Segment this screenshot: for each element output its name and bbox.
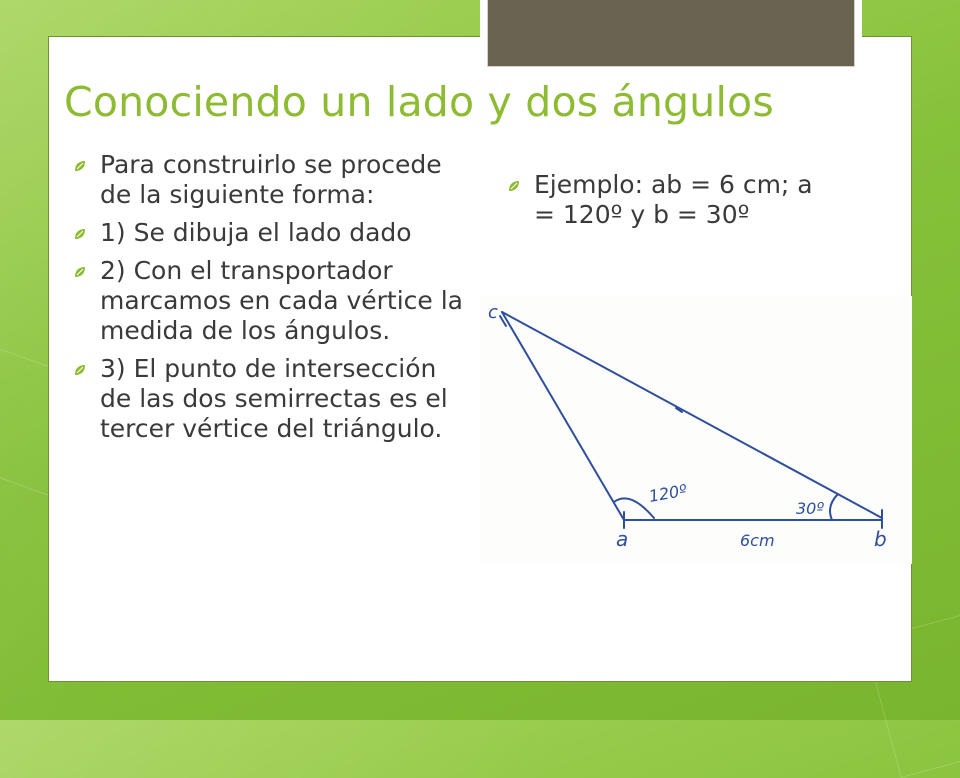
angle-arc-b <box>830 494 838 520</box>
bullet-text: 2) Con el transportador marcamos en cada vértice la medida de los ángulos. <box>100 256 464 345</box>
list-item <box>74 150 464 210</box>
list-item <box>74 354 464 444</box>
list-item <box>508 170 818 230</box>
angle-b-label: 30º <box>796 499 824 518</box>
vertex-b-label: b <box>874 527 887 551</box>
triangle-sketch <box>480 296 912 564</box>
list-item <box>74 256 464 346</box>
leaf-bullet-icon <box>74 364 86 376</box>
leaf-bullet-icon <box>74 228 86 240</box>
side-bc <box>502 312 882 518</box>
bullet-text: 1) Se dibuja el lado dado <box>100 218 412 247</box>
triangle-drawing <box>480 296 912 564</box>
title-decoration-box <box>488 0 854 66</box>
side-ab-label: 6cm <box>740 531 775 550</box>
angle-a-label: 120º <box>647 480 689 506</box>
title-decoration-tab <box>480 0 862 74</box>
vertex-c-label: c <box>488 302 498 323</box>
bullet-text: Para construirlo se procede de la siguiente forma: <box>100 150 442 209</box>
leaf-bullet-icon <box>508 180 520 192</box>
bullet-text: 3) El punto de intersección de las dos semirrectas es el tercer vértice del triángulo. <box>100 354 448 443</box>
left-bullet-list <box>74 150 464 452</box>
leaf-bullet-icon <box>74 266 86 278</box>
slide-title: Conociendo un lado y dos ángulos <box>64 78 774 126</box>
side-ac <box>502 312 624 520</box>
right-bullet-list <box>508 170 818 238</box>
leaf-bullet-icon <box>74 160 86 172</box>
bullet-text: Ejemplo: ab = 6 cm; a = 120º y b = 30º <box>534 170 813 229</box>
list-item <box>74 218 464 248</box>
vertex-a-label: a <box>616 527 629 551</box>
